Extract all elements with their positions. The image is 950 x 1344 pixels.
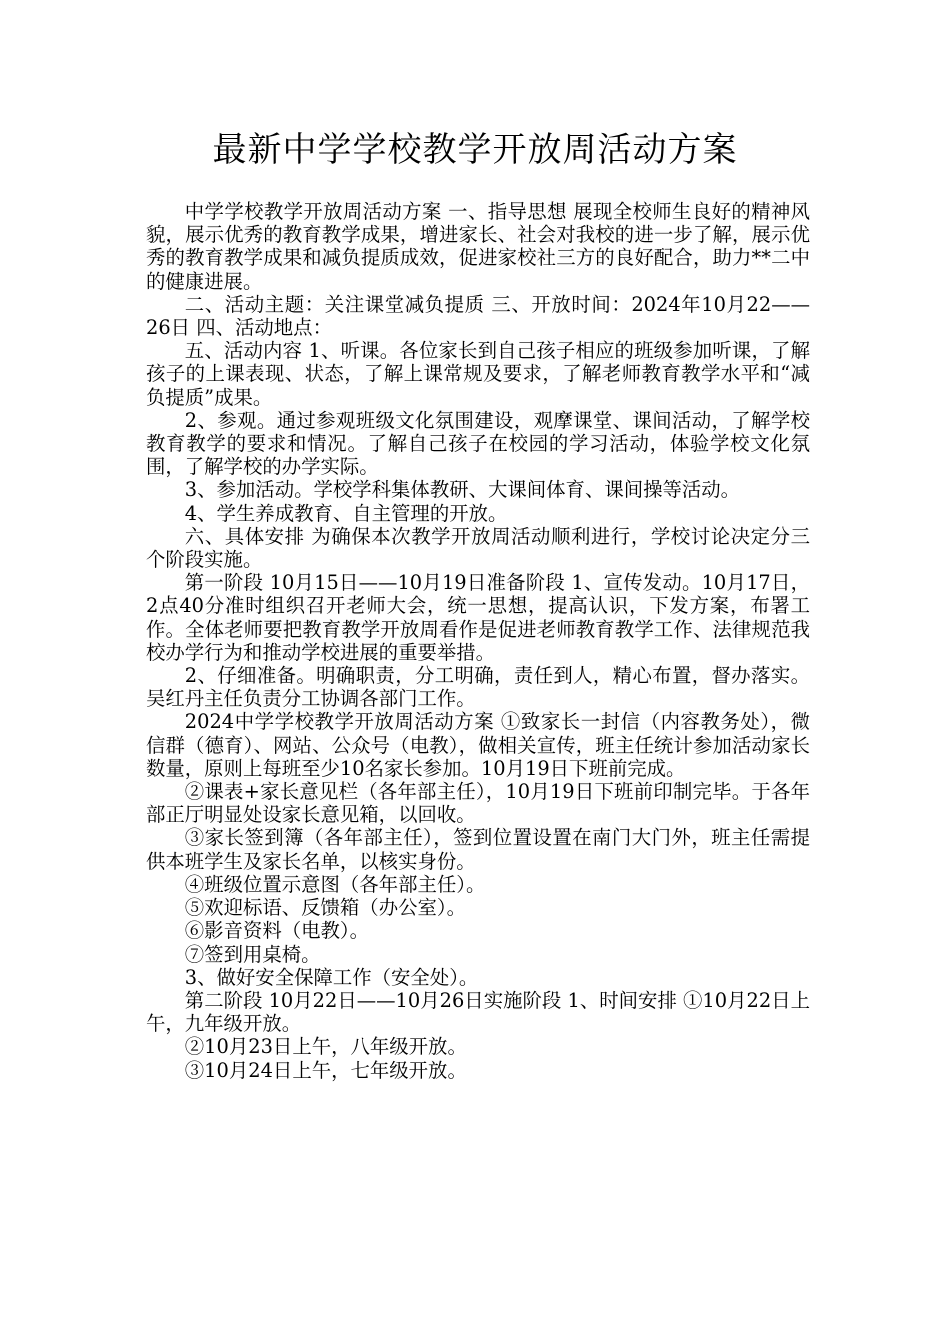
paragraph: ⑤欢迎标语、反馈箱（办公室）。 <box>184 896 466 920</box>
paragraph: 第二阶段 10月22日——10月26日实施阶段 1、时间安排 ①10月22日上午，九年级开放。 <box>146 988 810 1036</box>
paragraph: ④班级位置示意图（各年部主任）。 <box>184 872 486 896</box>
paragraph: 二、活动主题：关注课堂减负提质 三、开放时间：2024年10月22——26日 四、活动地点： <box>146 292 810 340</box>
paragraph: ②10月23日上午，八年级开放。 <box>184 1035 467 1059</box>
paragraph: 中学学校教学开放周活动方案 一、指导思想 展现全校师生良好的精神风貌，展示优秀的教育教学成果，增进家长、社会对我校的进一步了解，展示优秀的教育教学成果和减负提质成效，促进家校社三方的良好配合，助力**二中的健康进展。 <box>146 200 810 293</box>
paragraph: ②课表+家长意见栏（各年部主任），10月19日下班前印制完毕。于各年部正厅明显处设家长意见箱，以回收。 <box>146 780 810 827</box>
paragraph: 4、学生养成教育、自主管理的开放。 <box>184 501 508 525</box>
paragraph: 2024中学学校教学开放周活动方案 ①致家长一封信（内容教务处），微信群（德育）、网站、公众号（电教），做相关宣传，班主任统计参加活动家长数量，原则上每班至少10名家长参加。10月19日下班前完成。 <box>146 710 810 780</box>
paragraph: 六、具体安排 为确保本次教学开放周活动顺利进行，学校讨论决定分三个阶段实施。 <box>146 524 810 572</box>
paragraph: ③10月24日上午，七年级开放。 <box>184 1058 467 1082</box>
paragraph: 3、做好安全保障工作（安全处）。 <box>184 965 479 989</box>
paragraph: 2、仔细准备。明确职责，分工明确，责任到人，精心布置，督办落实。吴红丹主任负责分工协调各部门工作。 <box>146 664 810 711</box>
paragraph: 2、参观。通过参观班级文化氛围建设，观摩课堂、课间活动，了解学校教育教学的要求和情况。了解自己孩子在校园的学习活动，体验学校文化氛围，了解学校的办学实际。 <box>146 408 810 479</box>
paragraph: ③家长签到簿（各年部主任），签到位置设置在南门大门外，班主任需提供本班学生及家长名单，以核实身份。 <box>146 826 810 873</box>
paragraph: 五、活动内容 1、听课。各位家长到自己孩子相应的班级参加听课，了解孩子的上课表现、状态，了解上课常规及要求，了解老师教育教学水平和“减负提质”成果。 <box>146 339 810 409</box>
paragraph: ⑦签到用桌椅。 <box>184 942 321 966</box>
paragraph: 3、参加活动。学校学科集体教研、大课间体育、课间操等活动。 <box>184 478 741 502</box>
paragraph: ⑥影音资料（电教）。 <box>184 919 370 943</box>
paragraph: 第一阶段 10月15日——10月19日准备阶段 1、宣传发动。10月17日，2点40分准时组织召开老师大会，统一思想，提高认识，下发方案，布署工作。全体老师要把教育教学开放周看作是促进老师教育教学工作、法律规范我校办学行为和推动学校进展的重要举措。 <box>146 571 810 664</box>
document-body <box>146 200 810 1082</box>
document-title: 最新中学学校教学开放周活动方案 <box>212 130 738 170</box>
